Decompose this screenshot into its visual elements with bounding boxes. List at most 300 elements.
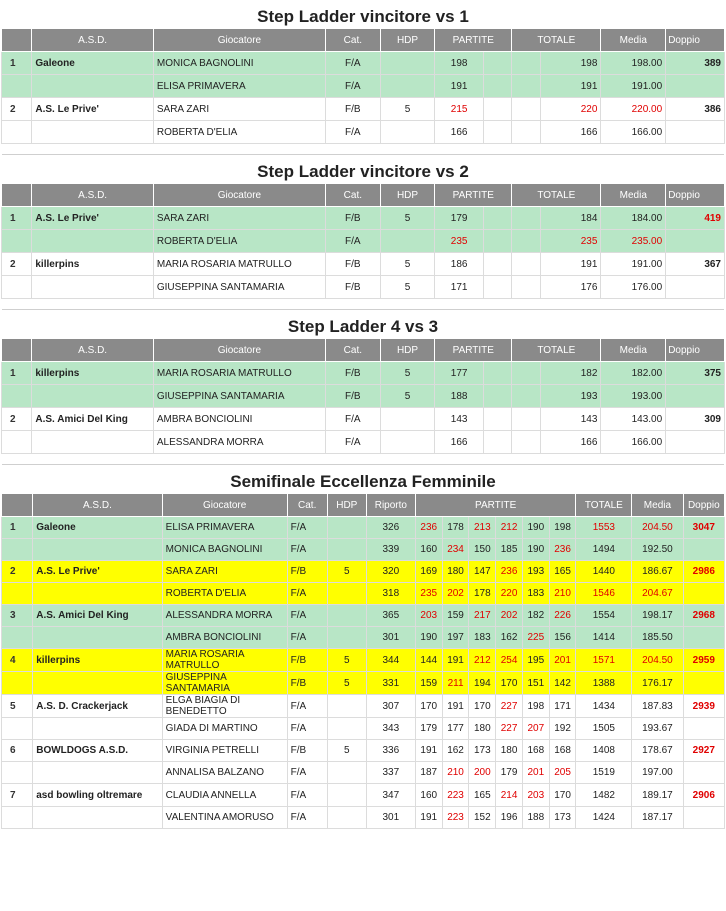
average-cell: 204.50: [632, 649, 683, 672]
game-score-cell: 235: [415, 583, 442, 605]
average-cell: 193.00: [601, 385, 666, 408]
column-header: PARTITE: [415, 494, 576, 517]
player-cell: ALESSANDRA MORRA: [162, 605, 287, 627]
section-divider: [2, 464, 724, 465]
player-cell: MARIA ROSARIA MATRULLO: [162, 649, 287, 672]
player-cell: CLAUDIA ANNELLA: [162, 784, 287, 807]
step-ladder-table: [1, 183, 725, 299]
average-cell: 186.67: [632, 561, 683, 583]
column-header: Doppio: [666, 339, 725, 362]
empty-cell: [512, 276, 540, 299]
game-score-cell: 210: [442, 762, 469, 784]
game-score-cell: 214: [496, 784, 523, 807]
carryover-cell: 337: [366, 762, 415, 784]
doppio-cell: [666, 121, 725, 144]
column-header: A.S.D.: [32, 184, 154, 207]
table-row: [2, 75, 725, 98]
empty-cell: [483, 362, 511, 385]
game-score-cell: 143: [435, 408, 484, 431]
category-cell: F/B: [287, 561, 327, 583]
game-score-cell: 177: [442, 718, 469, 740]
handicap-cell: 5: [327, 672, 366, 695]
total-cell: 191: [540, 75, 601, 98]
game-score-cell: 188: [522, 807, 549, 829]
game-score-cell: 215: [435, 98, 484, 121]
game-score-cell: 198: [549, 517, 576, 539]
game-score-cell: 223: [442, 807, 469, 829]
game-score-cell: 220: [496, 583, 523, 605]
game-score-cell: 197: [442, 627, 469, 649]
game-score-cell: 202: [496, 605, 523, 627]
category-cell: F/A: [287, 718, 327, 740]
game-score-cell: 211: [442, 672, 469, 695]
position-cell: 2: [2, 561, 33, 583]
game-score-cell: 151: [522, 672, 549, 695]
average-cell: 176.00: [601, 276, 666, 299]
handicap-cell: [327, 762, 366, 784]
doppio-cell: 386: [666, 98, 725, 121]
total-cell: 1505: [576, 718, 632, 740]
player-cell: GIUSEPPINA SANTAMARIA: [153, 276, 325, 299]
game-score-cell: 150: [469, 539, 496, 561]
game-score-cell: 168: [522, 740, 549, 762]
empty-cell: [512, 52, 540, 75]
carryover-cell: 344: [366, 649, 415, 672]
column-header: Doppio: [666, 29, 725, 52]
total-cell: 1554: [576, 605, 632, 627]
club-cell: [33, 539, 162, 561]
average-cell: 192.50: [632, 539, 683, 561]
average-cell: 193.67: [632, 718, 683, 740]
column-header: TOTALE: [576, 494, 632, 517]
game-score-cell: 190: [522, 539, 549, 561]
total-cell: 143: [540, 408, 601, 431]
handicap-cell: 5: [327, 740, 366, 762]
category-cell: F/A: [326, 230, 381, 253]
game-score-cell: 196: [496, 807, 523, 829]
club-cell: [33, 627, 162, 649]
carryover-cell: 326: [366, 517, 415, 539]
handicap-cell: [327, 517, 366, 539]
empty-cell: [512, 121, 540, 144]
empty-cell: [512, 362, 540, 385]
player-cell: ALESSANDRA MORRA: [153, 431, 325, 454]
player-cell: AMBRA BONCIOLINI: [162, 627, 287, 649]
average-cell: 187.83: [632, 695, 683, 718]
table-row: [2, 583, 725, 605]
category-cell: F/A: [287, 605, 327, 627]
column-header: PARTITE: [435, 29, 512, 52]
club-cell: killerpins: [32, 253, 154, 276]
total-cell: 1482: [576, 784, 632, 807]
empty-cell: [483, 52, 511, 75]
empty-cell: [512, 75, 540, 98]
column-header: Cat.: [326, 29, 381, 52]
carryover-cell: 331: [366, 672, 415, 695]
average-cell: 166.00: [601, 121, 666, 144]
game-score-cell: 180: [496, 740, 523, 762]
category-cell: F/B: [287, 649, 327, 672]
total-cell: 235: [540, 230, 601, 253]
column-header: TOTALE: [512, 184, 601, 207]
table-row: [2, 52, 725, 75]
doppio-cell: 309: [666, 408, 725, 431]
club-cell: [32, 230, 154, 253]
total-cell: 184: [540, 207, 601, 230]
game-score-cell: 201: [549, 649, 576, 672]
handicap-cell: 5: [380, 276, 435, 299]
club-cell: A.S. Amici Del King: [33, 605, 162, 627]
handicap-cell: 5: [380, 385, 435, 408]
game-score-cell: 207: [522, 718, 549, 740]
handicap-cell: [380, 52, 435, 75]
category-cell: F/B: [326, 98, 381, 121]
player-cell: MONICA BAGNOLINI: [153, 52, 325, 75]
handicap-cell: 5: [380, 207, 435, 230]
average-cell: 191.00: [601, 253, 666, 276]
category-cell: F/A: [287, 539, 327, 561]
club-cell: BOWLDOGS A.S.D.: [33, 740, 162, 762]
club-cell: [32, 431, 154, 454]
column-header: HDP: [380, 339, 435, 362]
step-ladder-section: [1, 309, 725, 454]
average-cell: 189.17: [632, 784, 683, 807]
club-cell: A.S. Le Prive': [32, 98, 154, 121]
position-cell: 2: [2, 408, 32, 431]
club-cell: A.S. Le Prive': [32, 207, 154, 230]
player-cell: MARIA ROSARIA MATRULLO: [153, 253, 325, 276]
column-header: TOTALE: [512, 29, 601, 52]
player-cell: ROBERTA D'ELIA: [153, 230, 325, 253]
column-header: Cat.: [326, 184, 381, 207]
table-row: [2, 740, 725, 762]
empty-cell: [512, 98, 540, 121]
position-cell: [2, 762, 33, 784]
player-cell: ELGA BIAGIA DI BENEDETTO: [162, 695, 287, 718]
section-title: Step Ladder vincitore vs 2: [257, 162, 469, 181]
section-title: Semifinale Eccellenza Femminile: [230, 472, 496, 491]
average-cell: 184.00: [601, 207, 666, 230]
total-cell: 1519: [576, 762, 632, 784]
total-cell: 193: [540, 385, 601, 408]
table-row: [2, 672, 725, 695]
section-divider: [2, 309, 724, 310]
category-cell: F/A: [326, 121, 381, 144]
average-cell: 197.00: [632, 762, 683, 784]
column-header: Media: [632, 494, 683, 517]
doppio-cell: 375: [666, 362, 725, 385]
game-score-cell: 166: [435, 121, 484, 144]
position-cell: 6: [2, 740, 33, 762]
handicap-cell: [380, 75, 435, 98]
table-row: [2, 207, 725, 230]
table-row: [2, 627, 725, 649]
average-cell: 198.00: [601, 52, 666, 75]
doppio-cell: 3047: [683, 517, 724, 539]
doppio-cell: 367: [666, 253, 725, 276]
table-row: [2, 230, 725, 253]
table-row: [2, 385, 725, 408]
handicap-cell: 5: [327, 561, 366, 583]
handicap-cell: [327, 807, 366, 829]
position-cell: [2, 431, 32, 454]
player-cell: SARA ZARI: [153, 207, 325, 230]
doppio-cell: 419: [666, 207, 725, 230]
player-cell: GIUSEPPINA SANTAMARIA: [162, 672, 287, 695]
column-header: Giocatore: [153, 29, 325, 52]
total-cell: 1571: [576, 649, 632, 672]
position-cell: 1: [2, 362, 32, 385]
player-cell: VALENTINA AMORUSO: [162, 807, 287, 829]
game-score-cell: 217: [469, 605, 496, 627]
game-score-cell: 185: [496, 539, 523, 561]
section-title: Step Ladder vincitore vs 1: [257, 7, 469, 26]
game-score-cell: 236: [549, 539, 576, 561]
empty-cell: [483, 431, 511, 454]
carryover-cell: 301: [366, 807, 415, 829]
table-row: [2, 276, 725, 299]
empty-cell: [483, 408, 511, 431]
position-cell: 2: [2, 253, 32, 276]
empty-cell: [512, 207, 540, 230]
carryover-cell: 301: [366, 627, 415, 649]
game-score-cell: 169: [415, 561, 442, 583]
handicap-cell: [327, 627, 366, 649]
handicap-cell: [327, 718, 366, 740]
carryover-cell: 307: [366, 695, 415, 718]
game-score-cell: 187: [415, 762, 442, 784]
club-cell: asd bowling oltremare: [33, 784, 162, 807]
game-score-cell: 194: [469, 672, 496, 695]
game-score-cell: 165: [549, 561, 576, 583]
step-ladder-section: [1, 154, 725, 299]
category-cell: F/A: [326, 431, 381, 454]
game-score-cell: 179: [415, 718, 442, 740]
total-cell: 1424: [576, 807, 632, 829]
position-cell: 1: [2, 207, 32, 230]
total-cell: 1494: [576, 539, 632, 561]
carryover-cell: 343: [366, 718, 415, 740]
category-cell: F/B: [326, 253, 381, 276]
game-score-cell: 147: [469, 561, 496, 583]
column-header: HDP: [327, 494, 366, 517]
handicap-cell: 5: [327, 649, 366, 672]
carryover-cell: 347: [366, 784, 415, 807]
game-score-cell: 188: [435, 385, 484, 408]
club-cell: [33, 762, 162, 784]
column-header: Media: [601, 184, 666, 207]
table-row: [2, 431, 725, 454]
semifinal-section: [1, 464, 725, 829]
category-cell: F/A: [287, 627, 327, 649]
game-score-cell: 203: [415, 605, 442, 627]
doppio-cell: [683, 583, 724, 605]
total-cell: 220: [540, 98, 601, 121]
player-cell: ELISA PRIMAVERA: [153, 75, 325, 98]
player-cell: ROBERTA D'ELIA: [162, 583, 287, 605]
category-cell: F/A: [326, 52, 381, 75]
handicap-cell: [327, 605, 366, 627]
player-cell: VIRGINIA PETRELLI: [162, 740, 287, 762]
total-cell: 191: [540, 253, 601, 276]
doppio-cell: [666, 431, 725, 454]
game-score-cell: 192: [549, 718, 576, 740]
table-header-row: [2, 29, 725, 52]
game-score-cell: 191: [442, 649, 469, 672]
table-row: [2, 362, 725, 385]
table-row: [2, 807, 725, 829]
column-header: PARTITE: [435, 184, 512, 207]
table-row: [2, 539, 725, 561]
table-row: [2, 762, 725, 784]
category-cell: F/B: [326, 276, 381, 299]
game-score-cell: 179: [496, 762, 523, 784]
table-row: [2, 408, 725, 431]
game-score-cell: 234: [442, 539, 469, 561]
total-cell: 1388: [576, 672, 632, 695]
table-row: [2, 561, 725, 583]
game-score-cell: 165: [469, 784, 496, 807]
game-score-cell: 168: [549, 740, 576, 762]
average-cell: 143.00: [601, 408, 666, 431]
club-cell: A.S. D. Crackerjack: [33, 695, 162, 718]
carryover-cell: 336: [366, 740, 415, 762]
handicap-cell: [380, 408, 435, 431]
handicap-cell: 5: [380, 98, 435, 121]
table-row: [2, 695, 725, 718]
carryover-cell: 320: [366, 561, 415, 583]
doppio-cell: 2939: [683, 695, 724, 718]
handicap-cell: [380, 431, 435, 454]
game-score-cell: 166: [435, 431, 484, 454]
position-cell: 4: [2, 649, 33, 672]
average-cell: 178.67: [632, 740, 683, 762]
player-cell: MARIA ROSARIA MATRULLO: [153, 362, 325, 385]
empty-cell: [512, 253, 540, 276]
club-cell: A.S. Le Prive': [33, 561, 162, 583]
position-cell: [2, 385, 32, 408]
step-ladder-table: [1, 338, 725, 454]
table-header-row: [2, 339, 725, 362]
game-score-cell: 203: [522, 784, 549, 807]
game-score-cell: 225: [522, 627, 549, 649]
player-cell: ANNALISA BALZANO: [162, 762, 287, 784]
empty-cell: [483, 98, 511, 121]
club-cell: [32, 75, 154, 98]
category-cell: F/B: [326, 385, 381, 408]
category-cell: F/B: [326, 207, 381, 230]
game-score-cell: 191: [415, 740, 442, 762]
player-cell: GIADA DI MARTINO: [162, 718, 287, 740]
category-cell: F/A: [287, 695, 327, 718]
game-score-cell: 212: [469, 649, 496, 672]
game-score-cell: 183: [522, 583, 549, 605]
game-score-cell: 142: [549, 672, 576, 695]
column-header: Doppio: [666, 184, 725, 207]
category-cell: F/B: [287, 740, 327, 762]
doppio-cell: 2986: [683, 561, 724, 583]
game-score-cell: 227: [496, 695, 523, 718]
position-cell: [2, 230, 32, 253]
club-cell: killerpins: [33, 649, 162, 672]
player-cell: AMBRA BONCIOLINI: [153, 408, 325, 431]
doppio-cell: [683, 672, 724, 695]
doppio-cell: [683, 807, 724, 829]
average-cell: 187.17: [632, 807, 683, 829]
handicap-cell: [380, 121, 435, 144]
header-position: [2, 184, 32, 207]
total-cell: 166: [540, 431, 601, 454]
game-score-cell: 159: [415, 672, 442, 695]
position-cell: [2, 807, 33, 829]
game-score-cell: 178: [469, 583, 496, 605]
game-score-cell: 213: [469, 517, 496, 539]
total-cell: 166: [540, 121, 601, 144]
carryover-cell: 365: [366, 605, 415, 627]
average-cell: 176.17: [632, 672, 683, 695]
game-score-cell: 212: [496, 517, 523, 539]
header-position: [2, 29, 32, 52]
player-cell: ROBERTA D'ELIA: [153, 121, 325, 144]
total-cell: 1408: [576, 740, 632, 762]
step-ladder-table: [1, 28, 725, 144]
total-cell: 1434: [576, 695, 632, 718]
column-header: HDP: [380, 184, 435, 207]
total-cell: 1440: [576, 561, 632, 583]
table-row: [2, 121, 725, 144]
total-cell: 1414: [576, 627, 632, 649]
position-cell: [2, 583, 33, 605]
page: [0, 6, 726, 829]
game-score-cell: 144: [415, 649, 442, 672]
average-cell: 220.00: [601, 98, 666, 121]
category-cell: F/B: [326, 362, 381, 385]
empty-cell: [483, 385, 511, 408]
handicap-cell: [327, 695, 366, 718]
column-header: Media: [601, 339, 666, 362]
doppio-cell: [666, 276, 725, 299]
handicap-cell: [380, 230, 435, 253]
position-cell: 1: [2, 52, 32, 75]
game-score-cell: 160: [415, 784, 442, 807]
doppio-cell: [683, 718, 724, 740]
position-cell: 2: [2, 98, 32, 121]
category-cell: F/A: [287, 583, 327, 605]
handicap-cell: 5: [380, 253, 435, 276]
player-cell: SARA ZARI: [153, 98, 325, 121]
doppio-cell: 2927: [683, 740, 724, 762]
club-cell: Galeone: [32, 52, 154, 75]
table-row: [2, 253, 725, 276]
game-score-cell: 179: [435, 207, 484, 230]
empty-cell: [483, 207, 511, 230]
game-score-cell: 191: [442, 695, 469, 718]
game-score-cell: 156: [549, 627, 576, 649]
player-cell: ELISA PRIMAVERA: [162, 517, 287, 539]
column-header: Riporto: [366, 494, 415, 517]
empty-cell: [512, 408, 540, 431]
table-row: [2, 649, 725, 672]
column-header: Cat.: [326, 339, 381, 362]
average-cell: 198.17: [632, 605, 683, 627]
game-score-cell: 160: [415, 539, 442, 561]
game-score-cell: 198: [522, 695, 549, 718]
total-cell: 176: [540, 276, 601, 299]
position-cell: [2, 672, 33, 695]
category-cell: F/A: [287, 762, 327, 784]
doppio-cell: [683, 762, 724, 784]
game-score-cell: 182: [522, 605, 549, 627]
